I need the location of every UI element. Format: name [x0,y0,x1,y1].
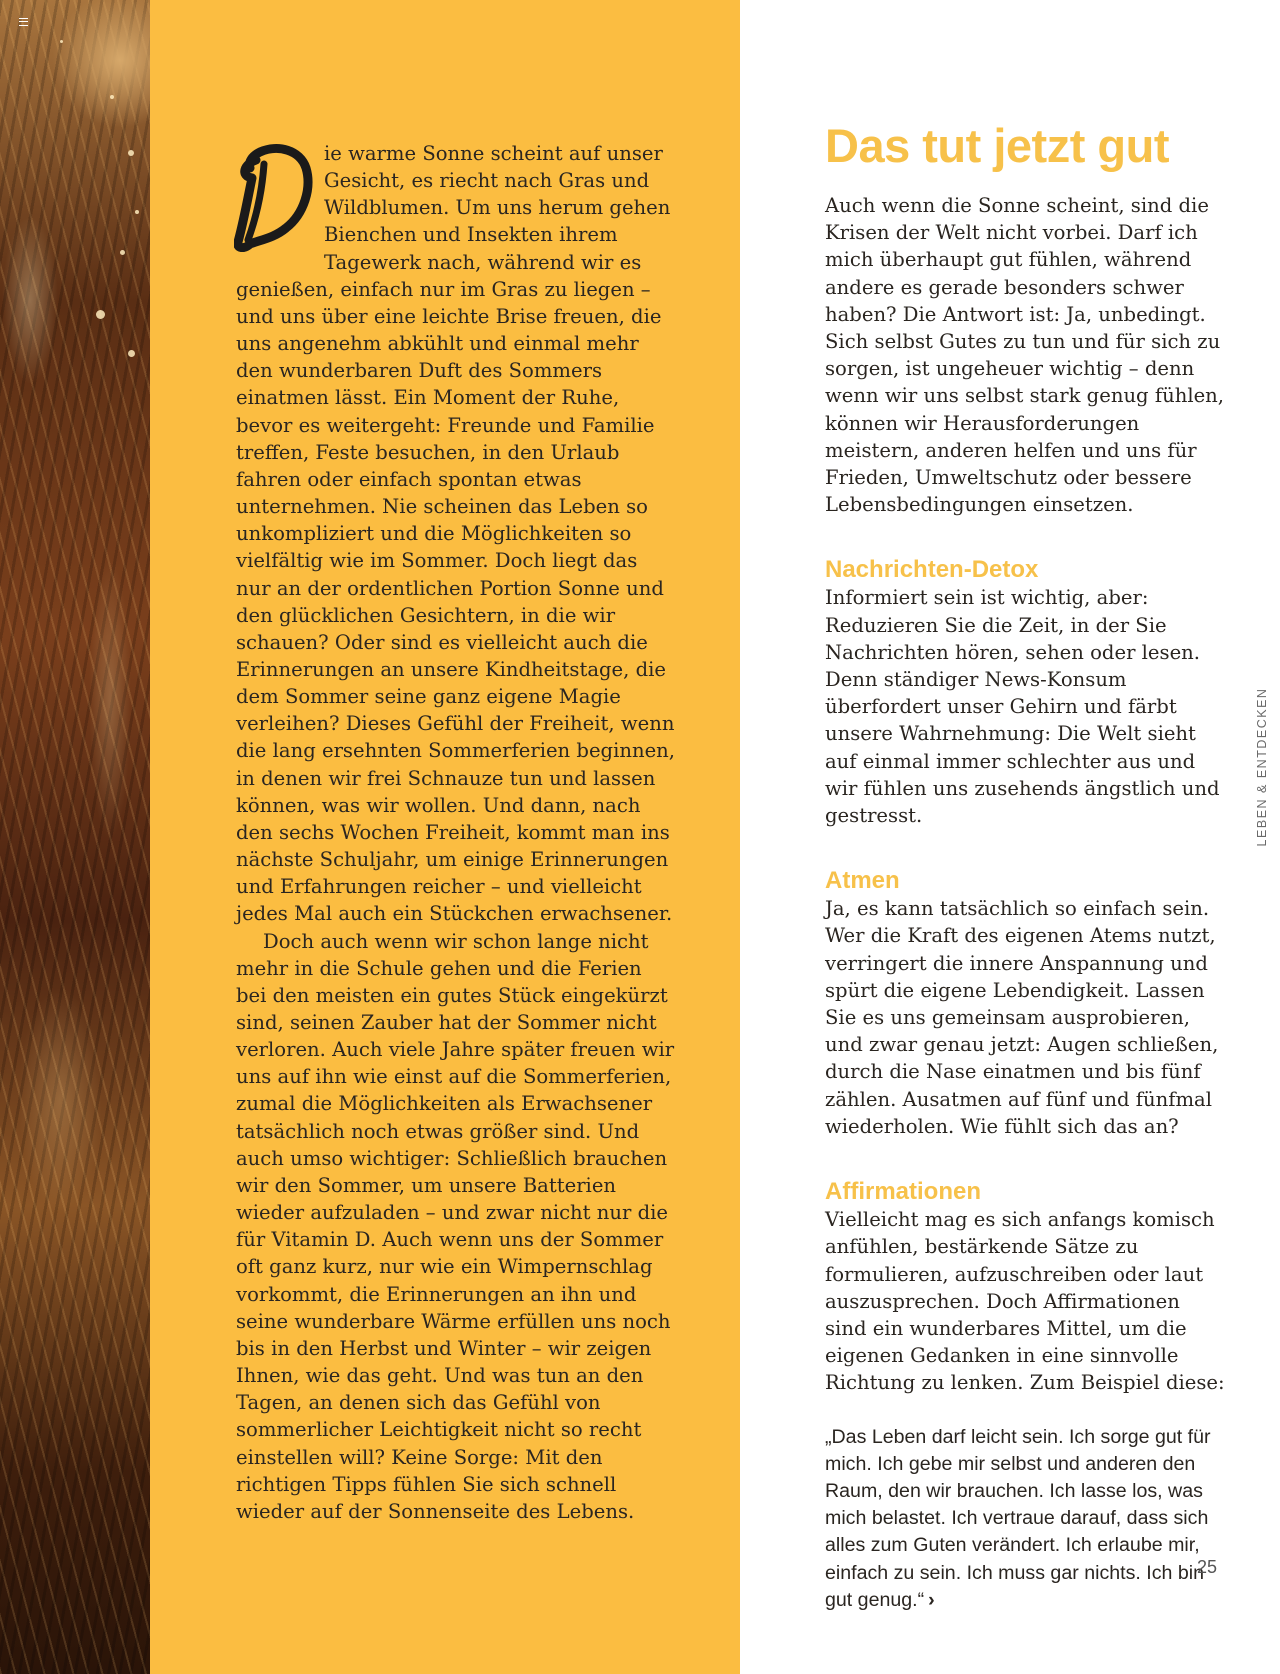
continue-arrow-icon[interactable]: › [928,1588,935,1611]
tips-intro: Auch wenn die Sonne scheint, sind die Krisen der Welt nicht vorbei. Darf ich mich überhaupt gut fühlen, während andere es gerade besonders schwer haben? Die Antwort ist: Ja, unbedingt. Sich selbst Gutes zu tun und für sich zu sorgen, ist ungeheuer wichtig – denn wenn wir uns selbst stark genug fühlen, können wir Herausforderungen meistern, anderen helfen und uns für Frieden, Umweltschutz oder bessere Lebensbedingungen einsetzen. [825,194,1225,517]
hair-photo [0,0,150,1674]
affirmation-quote-text: „Das Leben darf leicht sein. Ich sorge gut für mich. Ich gebe mir selbst und anderen den Raum, den wir brauchen. Ich lasse los, was mich belastet. Ich vertraue darauf, dass sich alles zum Guten verändert. Ich erlaube mir, einfach zu sein. Ich muss gar nichts. Ich bin gut genug.“ [825,1425,1211,1611]
section-text-affirmationen: Vielleicht mag es sich anfangs komisch anfühlen, bestärkende Sätze zu formulieren, aufzuschreiben oder laut auszusprechen. Doch Affirmationen sind ein wunderbares Mittel, um die eigenen Gedanken in eine sinnvolle Richtung zu lenken. Zum Beispiel diese: [825,1208,1225,1395]
intro-paragraph-2: Doch auch wenn wir schon lange nicht mehr in die Schule gehen und die Ferien bei den meisten ein gutes Stück eingekürzt sind, seinen Zauber hat der Sommer nicht verloren. Auch viele Jahre später freuen wir uns auf ihn wie einst auf die Sommerferien, zumal die Möglichkeiten als Erwachsener tatsächlich noch etwas größer sind. Und auch umso wichtiger: Schließlich brauchen wir den Sommer, um unsere Batterien wieder aufzuladen – und zwar nicht nur die für Vitamin D. Auch wenn uns der Sommer oft ganz kurz, nur wie ein Wimpernschlag vorkommt, die Erinnerungen an ihn und seine wunderbare Wärme erfüllen uns noch bis in den Herbst und Winter – wir zeigen Ihnen, wie das geht. Und was tun an den Tagen, an denen sich das Gefühl von sommerlicher Leichtigkeit nicht so recht einstellen will? Keine Sorge: Mit den richtigen Tipps fühlen Sie sich schnell wieder auf der Sonnenseite des Lebens. [236,929,675,1523]
intro-paragraph-1: ie warme Sonne scheint auf unser Gesicht, es riecht nach Gras und Wildblumen. Um uns herum gehen Bienchen und Insekten ihrem Tagewerk nach, während wir es genießen, einfach nur im Gras zu liegen – und uns über eine leichte Brise freuen, die uns angenehm abkühlt und einmal mehr den wunderbaren Duft des Sommers einatmen lässt. Ein Moment der Ruhe, bevor es weitergeht: Freunde und Familie treffen, Feste besuchen, in den Urlaub fahren oder einfach spontan etwas unternehmen. Nie scheinen das Leben so unkompliziert und die Möglichkeiten so vielfältig wie im Sommer. Doch liegt das nur an der ordentlichen Portion Sonne und den glücklichen Gesichtern, in die wir schauen? Oder sind es vielleicht auch die Erinnerungen an unsere Kindheitstage, die dem Sommer seine ganz eigene Magie verleihen? Dieses Gefühl der Freiheit, wenn die lang ersehnten Sommerferien beginnen, in denen wir frei Schnauze tun und lassen können, was wir wollen. Und dann, nach den sechs Wochen Freiheit, kommt man ins nächste Schuljahr, um einige Erinnerungen und Erfahrungen reicher – und vielleicht jedes Mal auch ein Stückchen erwachsener. [236,142,676,926]
intro-article [236,140,676,1525]
section-text-nachrichten-detox: Informiert sein ist wichtig, aber: Reduzieren Sie die Zeit, in der Sie Nachrichten hören, sehen oder lesen. Denn ständiger News-Konsum überfordert unser Gehirn und färbt unsere Wahrnehmung: Die Welt sieht auf einmal immer schlechter aus und wir fühlen uns zusehends ängstlich und gestresst. [825,586,1220,828]
section-title-nachrichten-detox: Nachrichten-Detox [825,556,1039,584]
section-title-affirmationen: Affirmationen [825,1178,981,1206]
tips-headline: Das tut jetzt gut [825,119,1169,172]
section-title-atmen: Atmen [825,867,900,895]
page-number: 25 [1197,1557,1218,1577]
section-text-atmen: Ja, es kann tatsächlich so einfach sein. Wer die Kraft des eigenen Atems nutzt, verringert die innere Anspannung und spürt die eigene Lebendigkeit. Lassen Sie es uns gemeinsam ausprobieren, und zwar genau jetzt: Augen schließen, durch die Nase einatmen und bis fünf zählen. Ausatmen auf fünf und fünfmal wiederholen. Wie fühlt sich das an? [825,897,1219,1138]
section-label: LEBEN & ENTDECKEN [1255,687,1269,847]
affirmation-quote [825,1424,1225,1614]
menu-icon[interactable] [19,18,28,26]
drop-cap-d-glyph [234,142,314,252]
drop-cap [234,142,314,252]
tips-column [825,118,1225,1614]
